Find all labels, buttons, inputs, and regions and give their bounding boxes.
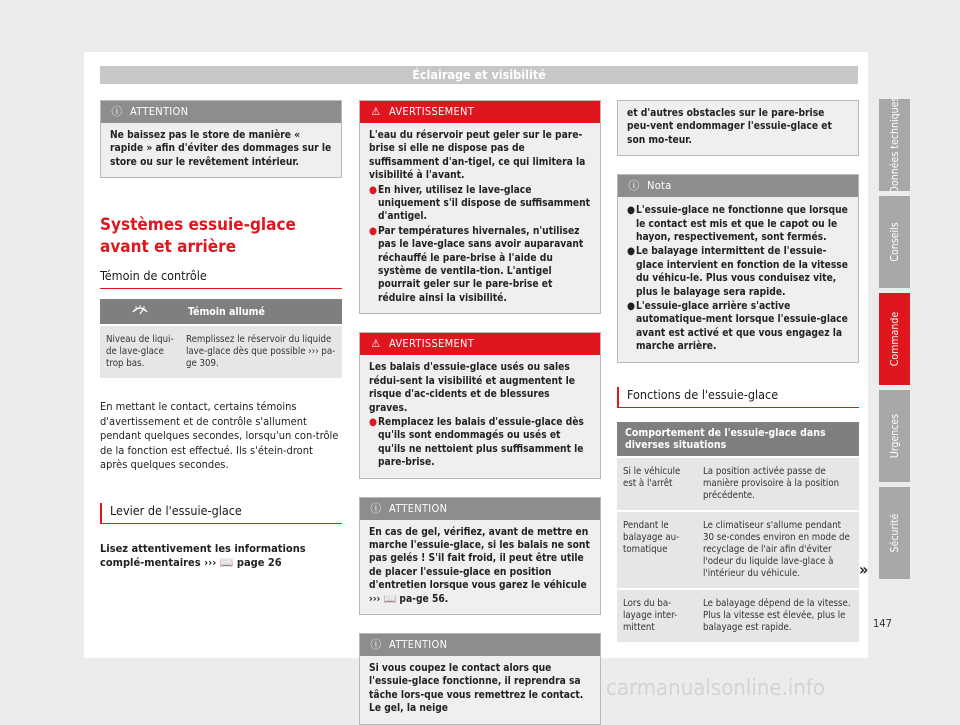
table-row <box>617 511 859 589</box>
next-page-arrow-icon[interactable]: » <box>859 560 869 579</box>
tab-conseils[interactable]: Conseils <box>879 196 910 288</box>
column-1 <box>100 100 342 571</box>
tab-commande[interactable]: Commande <box>879 293 910 385</box>
tab-securite[interactable]: Sécurité <box>879 487 910 579</box>
table-cell: Lors du ba-layage inter-mittent <box>617 589 697 642</box>
warning-header-2 <box>360 333 600 355</box>
read-more-prefix: Lisez attentivement les informations complé-mentaires ››› <box>100 541 306 570</box>
read-more-text <box>100 542 342 571</box>
list-item: ● Remplacez les balais d'essuie-glace dès qu'ils sont endommagés ou usés et qu'ils ne nettoient plus suffisamment le pare-brise. <box>369 416 584 469</box>
wiper-icon <box>131 304 149 316</box>
nota-label: Nota <box>647 179 672 193</box>
warning-box-2 <box>359 332 601 478</box>
side-tabs <box>879 96 910 584</box>
attention-continued-box <box>617 100 859 156</box>
list-item: ● L'essuie-glace ne fonctionne que lorsque le contact est mis et que le capot ou le hayon, respectivement, sont fermés. <box>627 205 848 244</box>
list-item: ● L'essuie-glace arrière s'active automatique-ment lorsque l'essuie-glace avant est activé et que vous engagez la marche arrière. <box>627 301 848 353</box>
attention-box <box>100 100 342 178</box>
table-cell: Le climatiseur s'allume pendant 30 se-condes environ en mode de recyclage de l'air afin d'éviter l'odeur du liquide lave-glace à l'intérieur du véhicule. <box>697 511 859 589</box>
attention-body-3: Si vous coupez le contact alors que l'essuie-glace fonctionne, il reprendra sa tâche lors-que vous remettrez le contact. Le gel, la neige <box>369 662 584 715</box>
warning-intro-1: L'eau du réservoir peut geler sur le pare-brise si elle ne dispose pas de suffisamment d'an-tigel, ce qui limitera la visibilité à l'avant. <box>369 130 586 182</box>
table-row <box>617 589 859 642</box>
table-header-label: Témoin allumé <box>180 299 342 325</box>
page-number: 147 <box>873 617 892 630</box>
attention-text: Ne baissez pas le store de manière « rapide » afin d'éviter des dommages sur le store ou sur le revêtement intérieur. <box>110 130 332 168</box>
list-item: ● En hiver, utilisez le lave-glace uniquement s'il dispose de suffisamment d'antigel. <box>369 184 591 223</box>
info-circle-icon: ⓘ <box>370 501 382 515</box>
table-header: Comportement de l'essuie-glace dans diverses situations <box>617 422 859 457</box>
warning-header-1 <box>360 101 600 123</box>
table-cell: Le balayage dépend de la vitesse. Plus la vitesse est élevée, plus le balayage est rapide. <box>697 589 859 642</box>
table-cell-condition: Niveau de liqui-de lave-glace trop bas. <box>100 325 180 378</box>
info-circle-icon: ⓘ <box>628 179 640 193</box>
table-cell: Pendant le balayage au-tomatique <box>617 511 697 589</box>
info-circle-icon: ⓘ <box>370 637 382 651</box>
attention-box-2 <box>359 497 601 615</box>
read-more-link[interactable]: page 26 <box>236 556 282 570</box>
info-circle-icon: ⓘ <box>111 105 123 118</box>
attention-label: ATTENTION <box>130 105 189 118</box>
nota-header <box>618 175 858 197</box>
warning-triangle-icon: ⚠ <box>371 337 381 351</box>
page-header: Éclairage et visibilité <box>100 66 858 84</box>
attention-box-3 <box>359 633 601 725</box>
watermark: carmanualsonline.info <box>606 676 825 701</box>
warning-label-2: AVERTISSEMENT <box>389 337 475 351</box>
warning-body-1 <box>360 123 600 313</box>
list-item: ● Par températures hivernales, n'utilisez pas le lave-glace sans avoir auparavant réchauffé le pare-brise à l'aide du système de ventila-tion. L'antigel pourrait geler sur le pare-brise et réduire ainsi la visibilité. <box>369 225 584 304</box>
subtitle-fonctions: Fonctions de l'essuie-glace <box>617 387 859 408</box>
column-3 <box>617 100 859 642</box>
subtitle-temoin: Témoin de contrôle <box>100 268 342 289</box>
body-paragraph: En mettant le contact, certains témoins d'avertissement et de contrôle s'allument pendant quelques secondes, lorsqu'un con-trôle de la fonction est effectué. Ils s'étein-dront après quelques secondes. <box>100 400 339 472</box>
table-cell: Si le véhicule est à l'arrêt <box>617 457 697 511</box>
attention-header-3 <box>360 634 600 656</box>
wiper-functions-table <box>617 422 859 642</box>
attention-continued-text: et d'autres obstacles sur le pare-brise peu-vent endommager l'essuie-glace et son mo-teur. <box>627 108 832 146</box>
table-row <box>100 325 342 378</box>
attention-header <box>101 101 341 123</box>
attention-header-2 <box>360 498 600 520</box>
warning-box-1 <box>359 100 601 314</box>
warning-light-table <box>100 299 342 378</box>
book-icon: 📖 <box>383 593 397 605</box>
table-cell: La position activée passe de manière provisoire à la position précédente. <box>697 457 859 511</box>
section-title: Systèmes essuie-glace avant et arrière <box>100 215 296 258</box>
tab-urgences[interactable]: Urgences <box>879 390 910 482</box>
subtitle-levier: Levier de l'essuie-glace <box>100 503 342 524</box>
table-row <box>617 457 859 511</box>
column-2 <box>359 100 601 725</box>
tab-donnees-techniques[interactable]: Données techniques <box>879 99 910 191</box>
table-header-icon-cell <box>100 299 180 325</box>
book-icon: 📖 <box>219 556 234 570</box>
warning-triangle-icon: ⚠ <box>371 105 381 118</box>
warning-label-1: AVERTISSEMENT <box>389 105 475 118</box>
warning-intro-2: Les balais d'essuie-glace usés ou sales rédui-sent la visibilité et augmentent le risque d'ac-cidents et de blessures graves. <box>369 362 575 414</box>
list-item: ● Le balayage intermittent de l'essuie-glace intervient en fonction de la vitesse du véhicu-le. Plus vous conduisez vite, plus le balayage sera rapide. <box>627 246 848 298</box>
nota-body <box>618 197 858 361</box>
attention-label-2: ATTENTION <box>389 501 448 515</box>
attention-label-3: ATTENTION <box>389 637 448 651</box>
attention-body-2: En cas de gel, vérifiez, avant de mettre en marche l'essuie-glace, si les balais ne sont pas gelés ! S'il fait froid, il peut être utile de placer l'essuie-glace en position d'entretien lorsque vous garez le véhicule ››› 📖 pa-ge 56. <box>369 526 590 605</box>
warning-body-2 <box>360 355 600 477</box>
nota-box <box>617 174 859 362</box>
table-cell-action: Remplissez le réservoir du liquide lave-glace dès que possible ››› pa-ge 309. <box>180 325 342 378</box>
page-link[interactable]: pa-ge 56. <box>399 593 449 605</box>
